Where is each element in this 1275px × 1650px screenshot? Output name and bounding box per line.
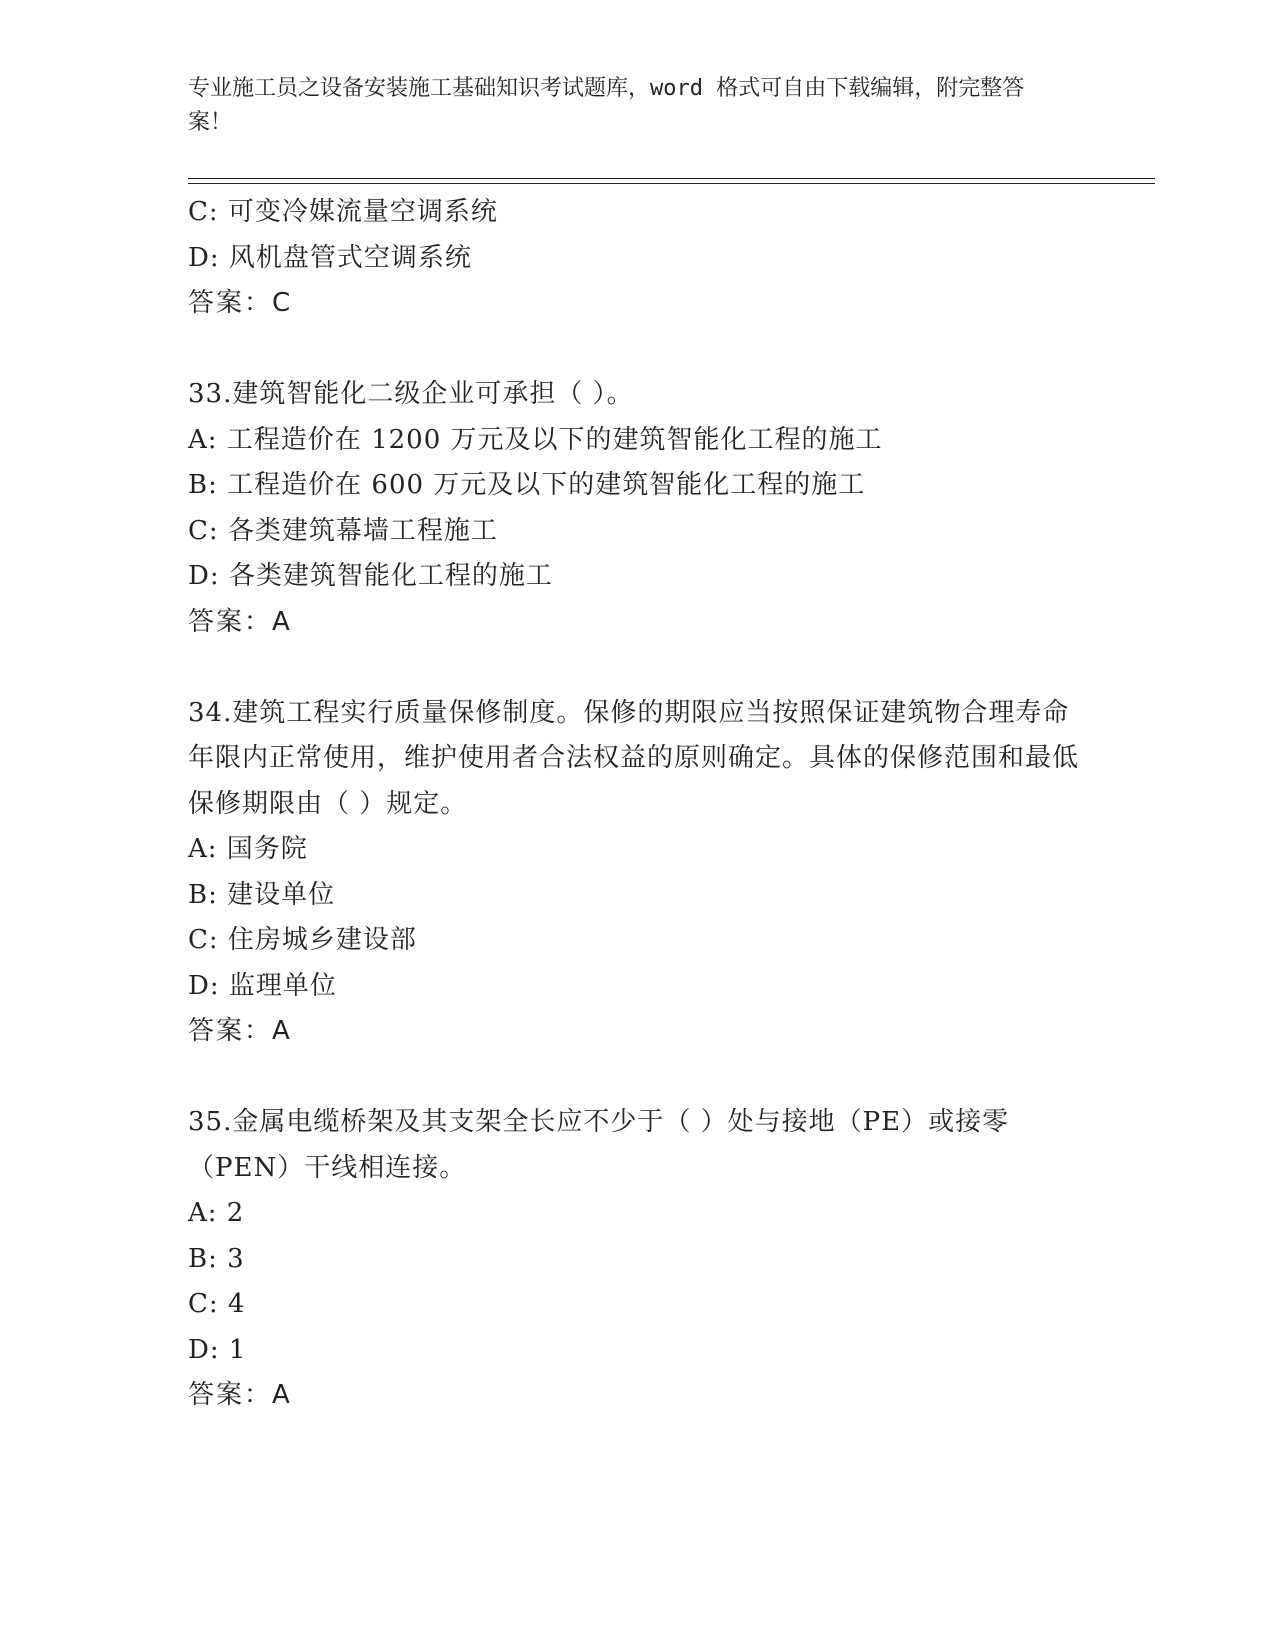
question-33 bbox=[188, 372, 1088, 645]
question-continuation bbox=[188, 190, 1088, 327]
header-divider-bottom bbox=[188, 183, 1155, 184]
option-b: B: 3 bbox=[188, 1243, 245, 1274]
question-35 bbox=[188, 1100, 1088, 1419]
option-c: C: 可变冷媒流量空调系统 bbox=[188, 197, 498, 227]
option-d: D: 监理单位 bbox=[188, 970, 337, 1001]
answer-line: 答案：A bbox=[188, 606, 292, 637]
option-b: B: 建设单位 bbox=[188, 879, 336, 910]
header-divider-top bbox=[188, 178, 1155, 179]
spacer bbox=[188, 1055, 1088, 1101]
option-c: C: 住房城乡建设部 bbox=[188, 925, 417, 955]
option-a: A: 2 bbox=[188, 1198, 245, 1228]
question-list bbox=[188, 190, 1088, 1419]
option-d: D: 1 bbox=[188, 1334, 247, 1365]
question-stem: 35.金属电缆桥架及其支架全长应不少于（ ）处与接地（PE）或接零（PEN）干线相连接。 bbox=[188, 1107, 1010, 1183]
spacer bbox=[188, 645, 1088, 691]
option-b: B: 工程造价在 600 万元及以下的建筑智能化工程的施工 bbox=[188, 470, 866, 500]
spacer bbox=[188, 327, 1088, 373]
option-a: A: 工程造价在 1200 万元及以下的建筑智能化工程的施工 bbox=[188, 424, 883, 455]
option-c: C: 各类建筑幕墙工程施工 bbox=[188, 515, 498, 546]
option-d: D: 各类建筑智能化工程的施工 bbox=[188, 561, 553, 591]
question-stem: 34.建筑工程实行质量保修制度。保修的期限应当按照保证建筑物合理寿命年限内正常使用，维护使用者合法权益的原则确定。具体的保修范围和最低保修期限由（ ）规定。 bbox=[188, 697, 1080, 819]
option-c: C: 4 bbox=[188, 1289, 246, 1319]
answer-line: 答案：A bbox=[188, 1016, 292, 1046]
question-stem: 33.建筑智能化二级企业可承担（ ）。 bbox=[188, 379, 634, 409]
option-a: A: 国务院 bbox=[188, 834, 308, 864]
answer-line: 答案：C bbox=[188, 288, 293, 318]
question-34 bbox=[188, 691, 1088, 1055]
page-header: 专业施工员之设备安装施工基础知识考试题库，word 格式可自由下载编辑，附完整答案！ bbox=[188, 76, 1025, 135]
answer-line: 答案：A bbox=[188, 1380, 292, 1410]
option-d: D: 风机盘管式空调系统 bbox=[188, 242, 472, 273]
